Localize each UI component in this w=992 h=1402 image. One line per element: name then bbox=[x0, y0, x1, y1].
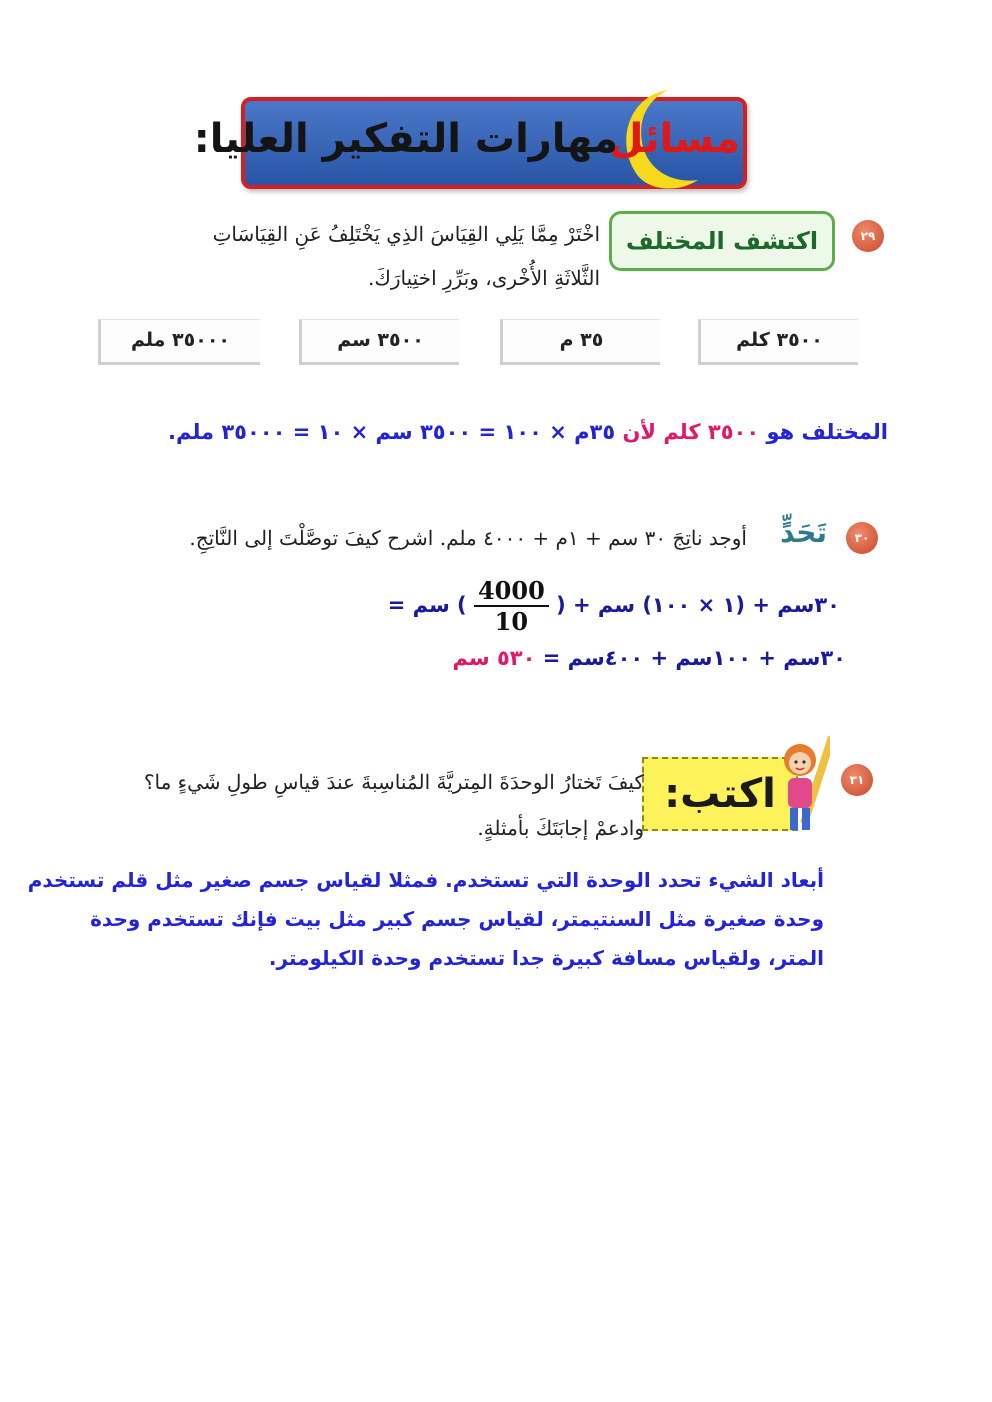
question-number-30: ٣٠ bbox=[846, 522, 878, 554]
answer-because: لأن bbox=[615, 420, 657, 444]
answer-equation: ٣٥م × ١٠٠ = ٣٥٠٠ سم × ١٠ = ٣٥٠٠٠ ملم. bbox=[168, 420, 616, 444]
q29-answer bbox=[168, 420, 888, 444]
fraction-numerator: 4000 bbox=[474, 576, 549, 607]
find-different-badge: اكتشف المختلف bbox=[609, 211, 835, 271]
solution-part-a: ٣٠سم + (١ × ١٠٠) سم + ( bbox=[556, 593, 840, 617]
option-card-3: ٣٥٠٠ سم bbox=[299, 319, 459, 365]
q31-answer-line3: المتر، ولقياس مسافة كبيرة جدا تستخدم وحدة الكيلومتر. bbox=[268, 946, 824, 970]
q31-answer-line2: وحدة صغيرة مثل السنتيمتر، لقياس جسم كبير مثل بيت فإنك تستخدم وحدة bbox=[90, 907, 824, 931]
fraction bbox=[474, 576, 549, 636]
answer-highlight: ٣٥٠٠ كلم bbox=[656, 420, 760, 444]
q31-text-line1: كيفَ تَختارُ الوحدَةَ المِتريَّةَ المُناسِبةَ عندَ قياسِ طولِ شَيءٍ ما؟ bbox=[143, 770, 644, 794]
q31-answer-line1: أبعاد الشيء تحدد الوحدة التي تستخدم. فمثلا لقياس جسم صغير مثل قلم تستخدم bbox=[27, 868, 824, 892]
option-card-4: ٣٥٠٠٠ ملم bbox=[98, 319, 260, 365]
girl-with-pencil-icon bbox=[780, 730, 830, 835]
question-number-29: ٢٩ bbox=[852, 220, 884, 252]
write-sign: اكتب: bbox=[642, 757, 798, 831]
option-card-1: ٣٥٠٠ كلم bbox=[698, 319, 858, 365]
q30-text: أوجد ناتِجَ ٣٠ سم + ١م + ٤٠٠٠ ملم. اشرح كيفَ توصَّلْتَ إلى النَّاتِجِ. bbox=[189, 526, 747, 550]
q30-solution-line1 bbox=[388, 576, 840, 636]
question-number-31: ٣١ bbox=[841, 764, 873, 796]
answer-lead: المختلف هو bbox=[759, 420, 888, 444]
challenge-label: تَحَدٍّ bbox=[780, 516, 827, 549]
option-card-2: ٣٥ م bbox=[500, 319, 660, 365]
fraction-denominator: 10 bbox=[494, 607, 529, 636]
q30-solution-line2 bbox=[453, 646, 846, 670]
solution-part-b: ) سم = bbox=[387, 593, 467, 617]
title-red-part: مسائل bbox=[608, 116, 740, 162]
q29-text-line2: الثَّلاثَةِ الأُخْرى، وبَرِّرِ اختِيارَكَ. bbox=[368, 266, 600, 290]
title-main-part: مهارات التفكير العليا: bbox=[193, 116, 618, 162]
solution-result: ٥٣٠ سم bbox=[452, 646, 536, 670]
q31-text-line2: وادعمْ إجابَتَكَ بأمثلةٍ. bbox=[477, 816, 644, 840]
q29-text-line1: اخْتَرْ مِمَّا يَلِي القِيَاسَ الذِي يَخْتَلِفُ عَنِ القِيَاسَاتِ bbox=[212, 222, 600, 246]
solution-line2-a: ٣٠سم + ١٠٠سم + ٤٠٠سم = bbox=[535, 646, 846, 670]
